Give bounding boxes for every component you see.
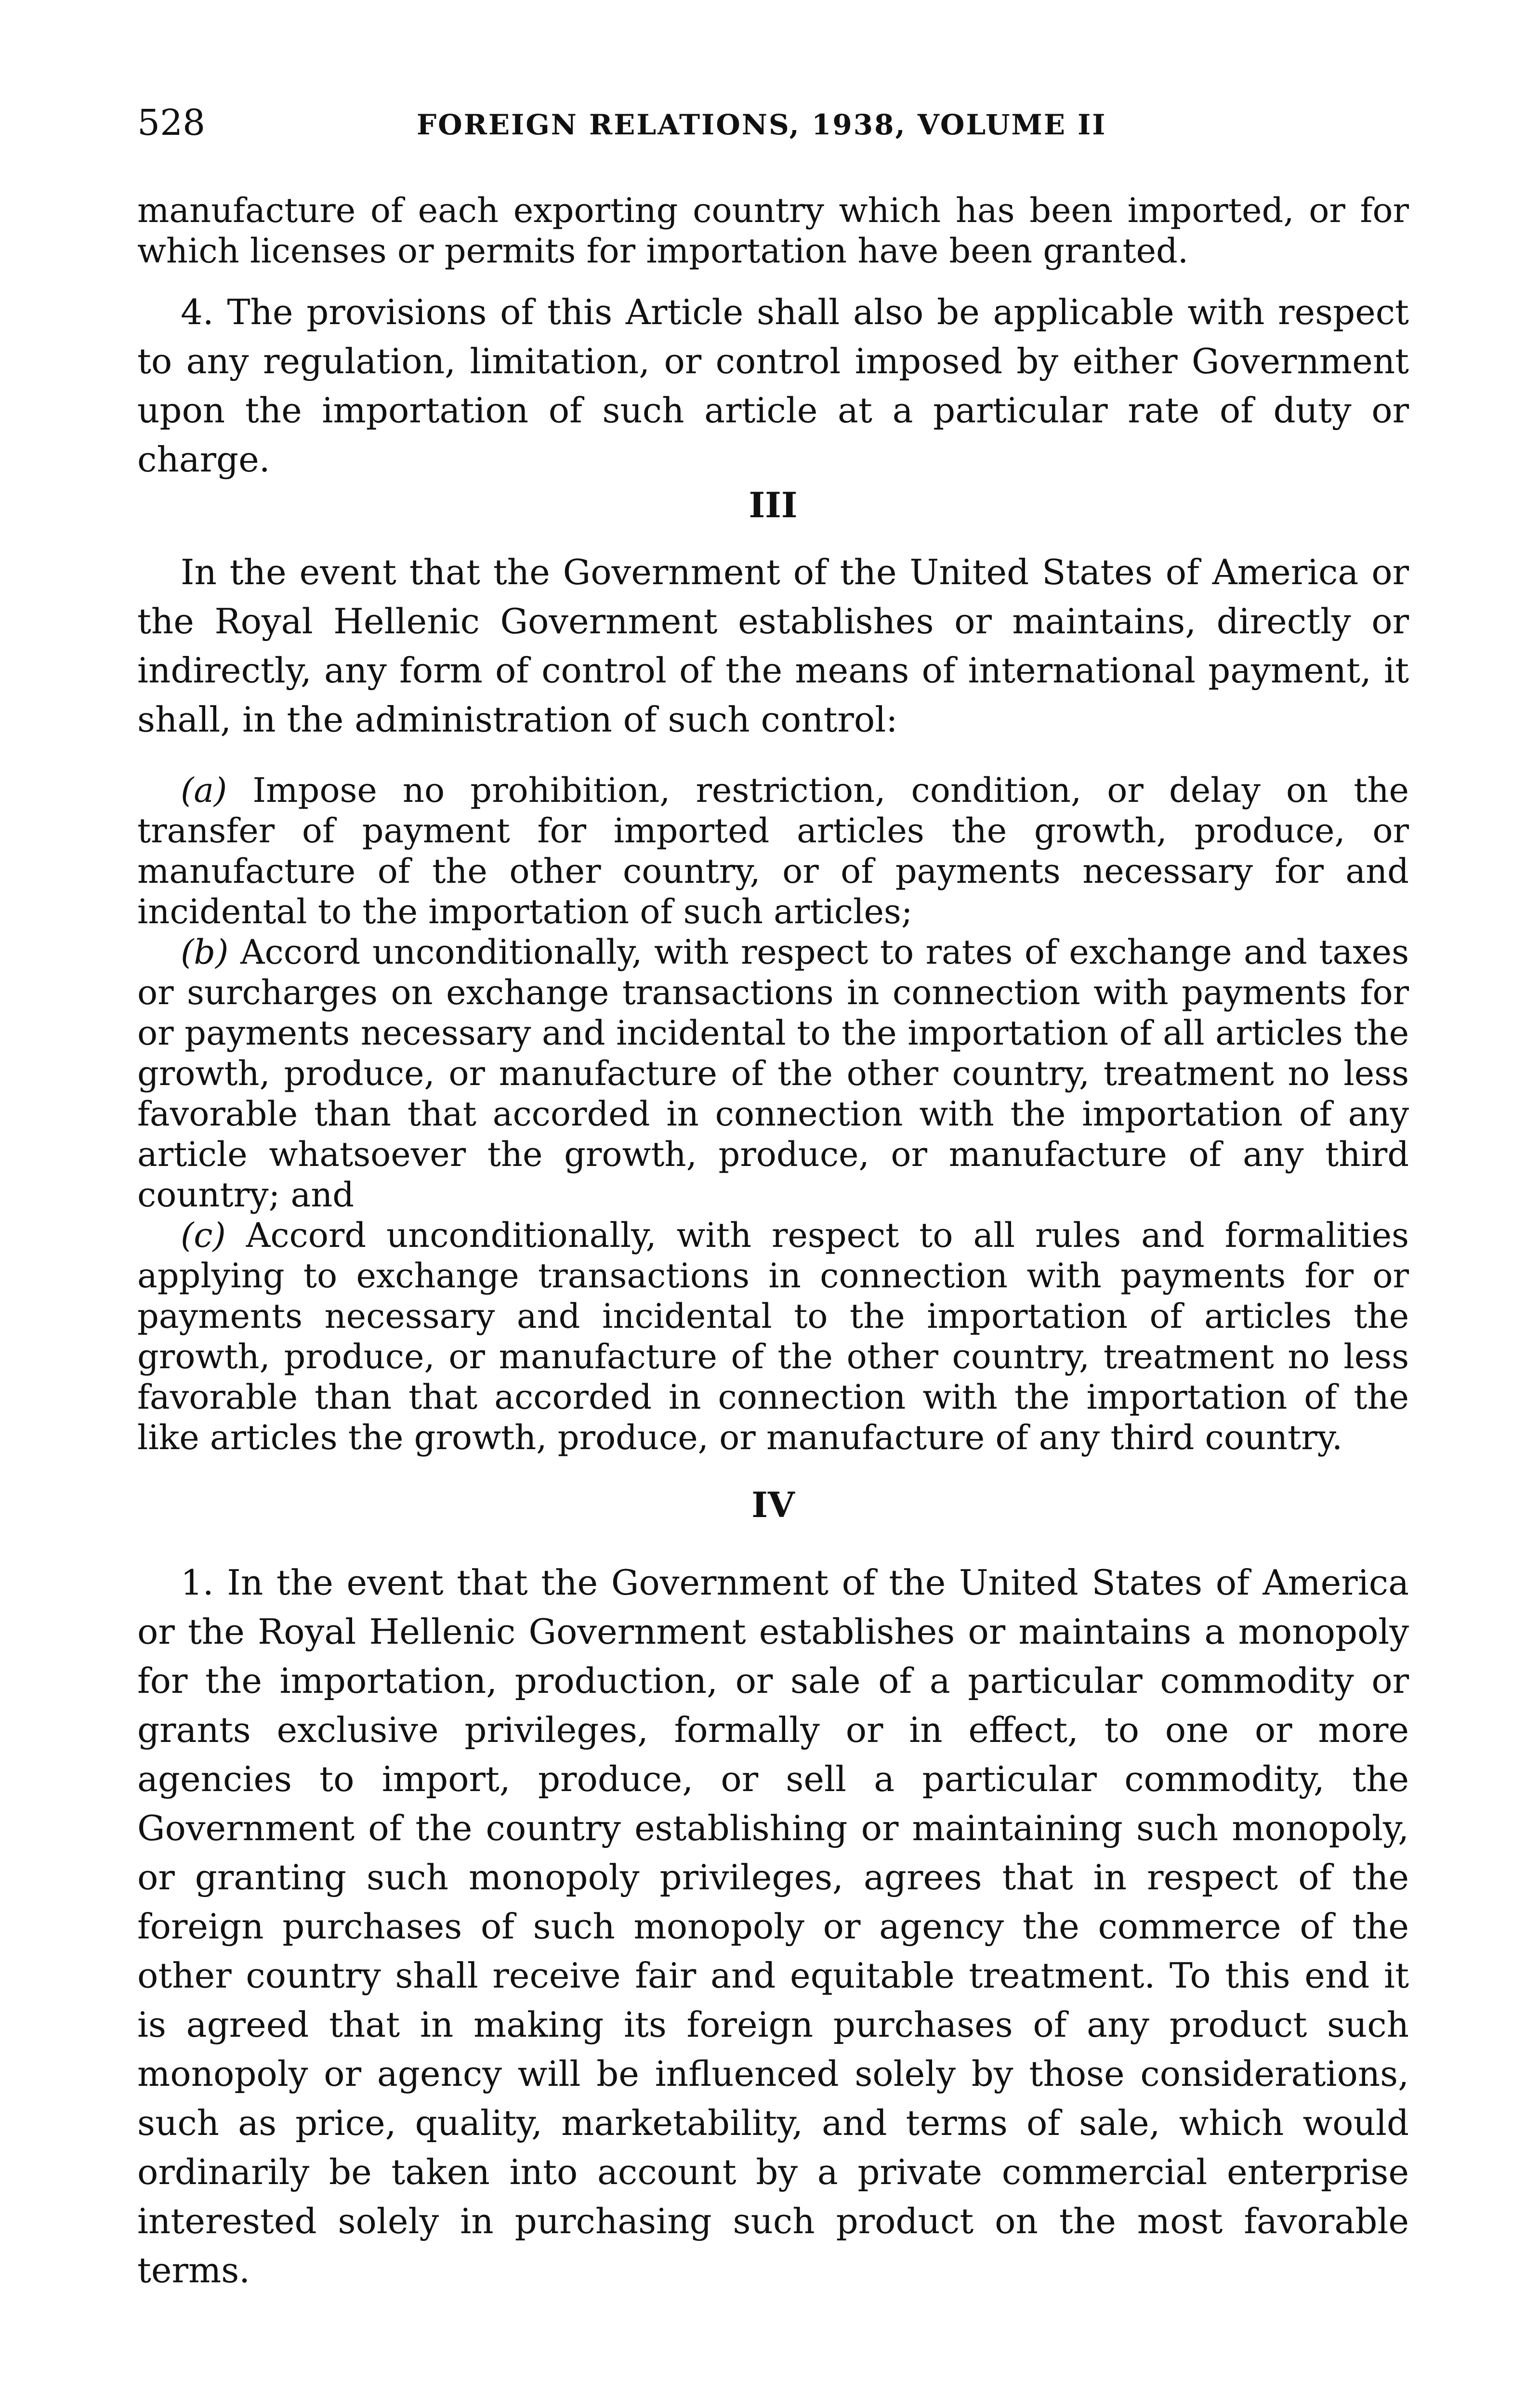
clause-a-label: (a): [181, 771, 227, 810]
document-body: [137, 190, 1409, 2295]
clause-b: [137, 932, 1409, 1215]
clause-a-text: Impose no prohibition, restriction, condition, or delay on the transfer of payment for imported articles the growth, produce, or manufacture of the other country, or of payments necessary for and incidental to the importation of such articles;: [137, 771, 1409, 931]
page-number: 528: [137, 102, 206, 144]
section-heading-iii: III: [749, 484, 798, 525]
clause-c-label: (c): [181, 1216, 226, 1255]
clause-b-text: Accord unconditionally, with respect to rates of exchange and taxes or surcharges on exchange transactions in connection with payments for or payments necessary and incidental to the importation of all articles the growth, produce, or manufacture of the other country, treatment no less favorable than that accorded in connection with the importation of any article whatsoever the growth, produce, or manufacture of any third country; and: [137, 932, 1409, 1215]
clause-c: [137, 1215, 1409, 1458]
section-heading-iv: IV: [751, 1484, 795, 1525]
section-iii-intro: In the event that the Government of the United States of America or the Royal Hellenic Government establishes or maintains, directly or indirectly, any form of control of the means of international payment, it shall, in the administration of such control:: [137, 552, 1409, 740]
running-title: FOREIGN RELATIONS, 1938, VOLUME II: [417, 108, 1107, 141]
clause-a: [137, 770, 1409, 932]
section-iv-item-1: 1. In the event that the Government of the United States of America or the Royal Hellenic Government establishes or maintains a monopoly for the importation, production, or sale of a particular commodity or grants exclusive privileges, formally or in effect, to one or more agencies to import, produce, or sell a particular commodity, the Government of the country establishing or maintaining such monopoly, or granting such monopoly privileges, agrees that in respect of the foreign purchases of such monopoly or agency the commerce of the other country shall receive fair and equitable treatment. To this end it is agreed that in making its foreign purchases of any product such monopoly or agency will be influenced solely by those considerations, such as price, quality, marketability, and terms of sale, which would ordinarily be taken into account by a private commercial enterprise interested solely in purchasing such product on the most favorable terms.: [137, 1562, 1409, 2290]
clause-c-text: Accord unconditionally, with respect to all rules and formalities applying to exchange transactions in connection with payments for or payments necessary and incidental to the importation of articles the growth, produce, or manufacture of the other country, treatment no less favorable than that accorded in connection with the importation of the like articles the growth, produce, or manufacture of any third country.: [137, 1216, 1409, 1457]
clause-b-label: (b): [181, 932, 229, 972]
article-item-4: 4. The provisions of this Article shall also be applicable with respect to any regulation, limitation, or control imposed by either Government upon the importation of such article at a particular rate of duty or charge.: [137, 292, 1409, 480]
continuation-paragraph: manufacture of each exporting country which has been imported, or for which licenses or permits for importation have been granted.: [137, 191, 1409, 271]
page-header: [137, 101, 1409, 144]
